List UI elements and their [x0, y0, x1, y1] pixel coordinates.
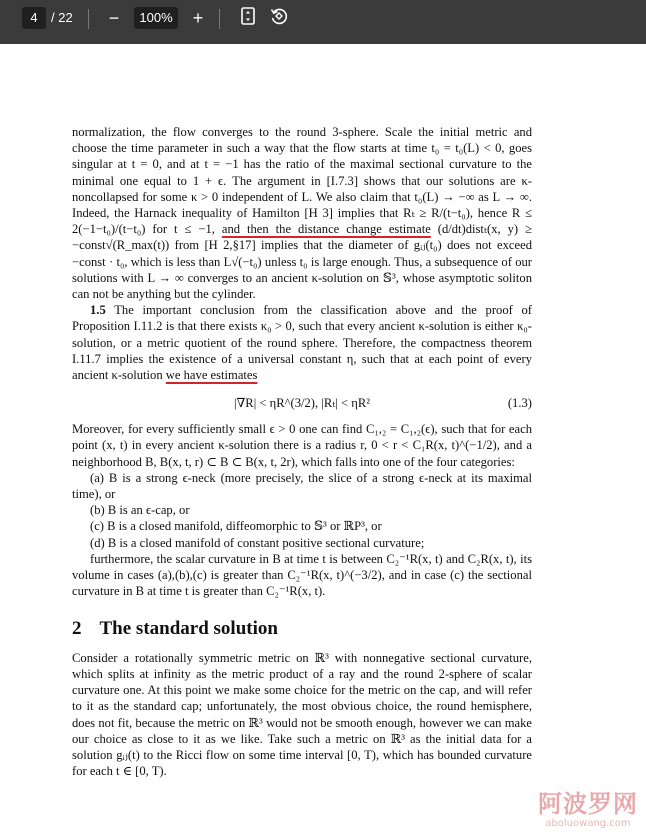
highlighted-phrase: and then the distance change estimate: [221, 222, 431, 237]
section-title: The standard solution: [99, 618, 278, 640]
paragraph: furthermore, the scalar curvature in B at time t is between C₂⁻¹R(x, t) and C₂R(x, t), its volume in cases (a),(b),(c) is greater than C₂⁻¹R(x, t)^(−3/2), and in case (c) the sectional curvature in B at time t is greater than C₂⁻¹R(x, t).: [72, 551, 532, 599]
page-number-input[interactable]: 4: [22, 7, 46, 29]
equation-formula: |∇R| < ηR^(3/2), |Rₜ| < ηR²: [233, 396, 371, 411]
paragraph: Moreover, for every sufficiently small ϵ > 0 one can find C₁,₂ = C₁,₂(ϵ), such that for each point (x, t) in every ancient κ-solution there is a radius r, 0 < r < C₁R(x, t)^(−1/2), and a neighborhood B, B(x, t, r) ⊂ B ⊂ B(x, t, 2r), which falls into one of the four categories:: [72, 422, 532, 469]
pdf-page-content: [72, 124, 532, 779]
equation-number: (1.3): [507, 396, 532, 411]
paragraph-label: 1.5: [90, 303, 106, 318]
rotate-button[interactable]: [268, 6, 290, 30]
list-item: (d) B is a closed manifold of constant positive sectional curvature;: [90, 535, 425, 550]
fit-page-button[interactable]: [238, 6, 258, 30]
watermark-text: 阿波罗网: [538, 790, 638, 818]
zoom-out-button[interactable]: −: [108, 8, 120, 28]
pdf-toolbar: [0, 0, 646, 44]
paragraph: Consider a rotationally symmetric metric on ℝ³ with nonnegative sectional curvature, which splits at infinity as the metric product of a ray and the round 2-sphere of scalar curvature one. At this point we make some choice for the metric on the cap, and will refer to it as the standard cap; unfortunately, the most obvious choice, the round hemisphere, does not fit, because the metric on ℝ³ would not be smooth enough, however we can make our choice as close to it as we like. Take such a metric on ℝ³ as the initial data for a solution gᵢⱼ(t) to the Ricci flow on some time interval [0, T), which has bounded curvature for each t ∈ [0, T).: [72, 650, 532, 779]
rotate-icon: [269, 6, 289, 26]
equation-1-3: [72, 383, 532, 421]
section-number: 2: [72, 618, 82, 640]
paragraph: normalization, the flow converges to the round 3-sphere. Scale the initial metric and choose the time parameter in such a way that the flow starts at time t₀ = t₀(L) < 0, goes singular at t = 0, and at t = −1 has the ratio of the maximal sectional curvature to the minimal one equal to 1 + ϵ. The argument in [I.7.3] shows that our solutions are κ-noncollapsed for some κ > 0 independent of L. We also claim that t₀(L) → −∞ as L → ∞. Indeed, the Harnack inequality of Hamilton [H 3] implies that Rₜ ≥ R/(t−t₀), hence R ≤ 2(−1−t₀)/(t−t₀) for t ≤ −1, and then the distance change estimate (d/dt)distₜ(x, y) ≥ −const√(R_max(t)) from [H 2,§17] implies that the diameter of gᵢⱼ(t₀) does not exceed −const · t₀, which is less than L√(−t₀) unless t₀ is large enough. Thus, a subsequence of our solutions with L → ∞ converges to an ancient κ-solution on 𝕊³, whose asymptotic soliton can not be anything but the cylinder.: [72, 125, 532, 302]
page-total: / 22: [51, 10, 73, 25]
list-item: (b) B is an ϵ-cap, or: [90, 503, 190, 518]
fit-page-icon: [240, 6, 256, 26]
highlighted-phrase: we have estimates: [165, 368, 258, 383]
toolbar-divider: [88, 9, 89, 29]
watermark-url: aboluowang.com: [545, 818, 631, 829]
watermark: [538, 790, 638, 830]
section-heading: [72, 618, 532, 640]
list-item: (a) B is a strong ϵ-neck (more precisely, the slice of a strong ϵ-neck at its maximal time), or: [72, 470, 532, 502]
zoom-in-button[interactable]: +: [192, 8, 204, 28]
zoom-level-input[interactable]: 100%: [134, 7, 178, 29]
toolbar-divider: [219, 9, 220, 29]
paragraph-1-5: 1.5 The important conclusion from the classification above and the proof of Proposition I.11.2 is that there exists κ₀ > 0, such that every ancient κ-solution is either κ₀-solution, or a metric quotient of the round sphere. Therefore, the compactness theorem I.11.7 implies the existence of a universal constant η, such that at each point of every ancient κ-solution we have estimates: [72, 303, 532, 383]
list-item: (c) B is a closed manifold, diffeomorphic to 𝕊³ or ℝP³, or: [90, 519, 382, 534]
